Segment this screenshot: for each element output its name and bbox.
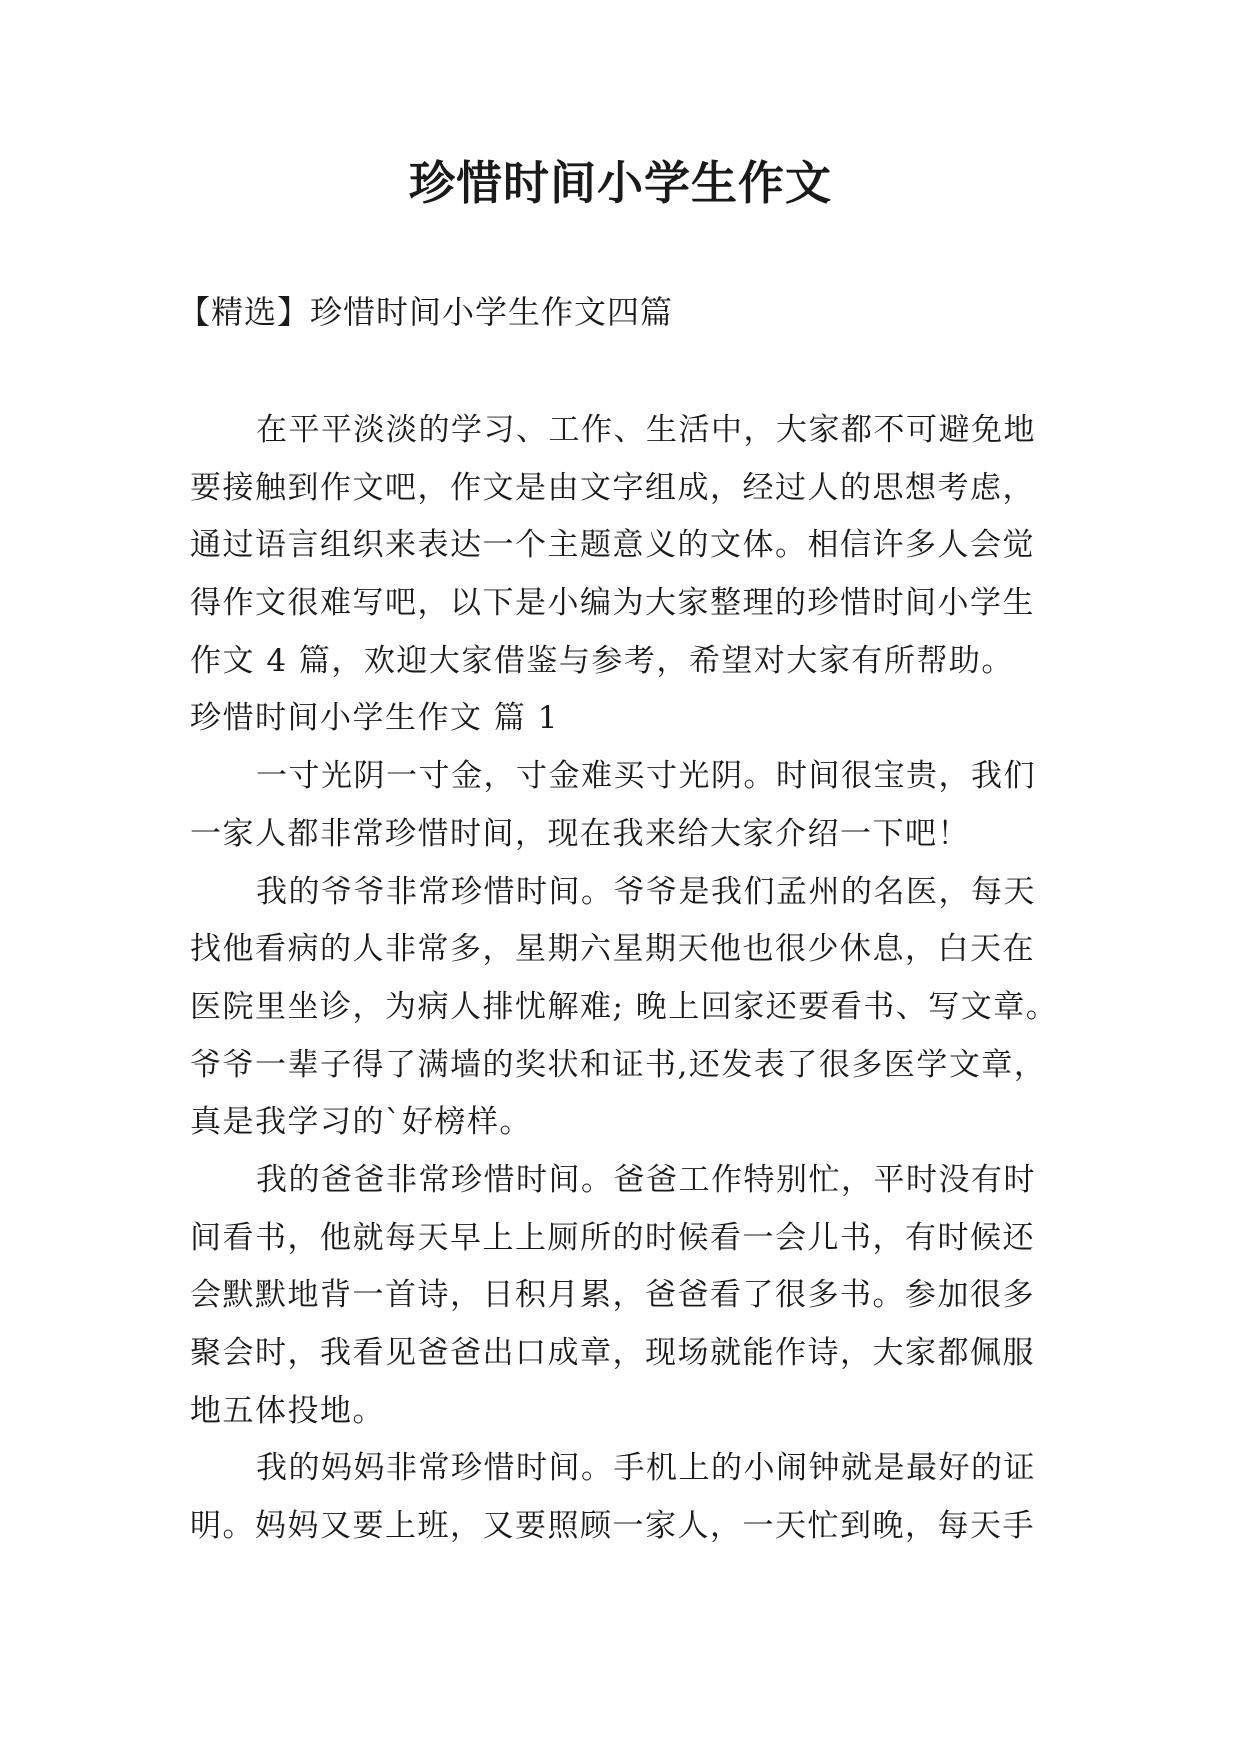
text-line: 我的爸爸非常珍惜时间。爸爸工作特别忙，平时没有时 — [256, 1161, 1036, 1198]
text-line: 我的妈妈非常珍惜时间。手机上的小闹钟就是最好的证 — [256, 1450, 1036, 1487]
text-line: 一寸光阴一寸金，寸金难买寸光阴。时间很宝贵，我们 — [256, 758, 1036, 795]
text-line: 爷爷一辈子得了满墙的奖状和证书,还发表了很多医学文章， — [190, 1046, 1047, 1083]
text-line: 找他看病的人非常多，星期六星期天他也很少休息，白天在 — [190, 931, 1035, 968]
document-body — [190, 402, 1060, 1556]
text-line: 要接触到作文吧，作文是由文字组成，经过人的思想考虑， — [190, 469, 1035, 506]
text-line: 间看书，他就每天早上上厕所的时候看一会儿书，有时候还 — [190, 1219, 1035, 1256]
text-line: 明。妈妈又要上班，又要照顾一家人，一天忙到晚，每天手 — [190, 1508, 1035, 1545]
text-line: 在平平淡淡的学习、工作、生活中，大家都不可避免地 — [256, 412, 1036, 448]
document-subtitle: 【精选】珍惜时间小学生作文四篇 — [178, 293, 674, 331]
text-line: 会默默地背一首诗，日积月累，爸爸看了很多书。参加很多 — [190, 1277, 1035, 1314]
text-line: 一家人都非常珍惜时间，现在我来给大家介绍一下吧！ — [190, 815, 970, 852]
page-title: 珍惜时间小学生作文 — [409, 156, 832, 210]
text-line: 珍惜时间小学生作文 篇 1 — [190, 700, 559, 737]
text-line: 我的爷爷非常珍惜时间。爷爷是我们孟州的名医，每天 — [256, 873, 1036, 910]
text-line: 通过语言组织来表达一个主题意义的文体。相信许多人会觉 — [190, 527, 1035, 564]
text-line: 聚会时，我看见爸爸出口成章，现场就能作诗，大家都佩服 — [190, 1335, 1035, 1371]
text-line: 得作文很难写吧，以下是小编为大家整理的珍惜时间小学生 — [190, 585, 1035, 622]
text-line: 地五体投地。 — [190, 1392, 385, 1429]
text-line: 医院里坐诊，为病人排忧解难; 晚上回家还要看书、写文章。 — [190, 988, 1059, 1025]
text-line: 真是我学习的`好榜样。 — [190, 1104, 532, 1141]
text-line: 作文 4 篇，欢迎大家借鉴与参考，希望对大家有所帮助。 — [190, 642, 1014, 679]
